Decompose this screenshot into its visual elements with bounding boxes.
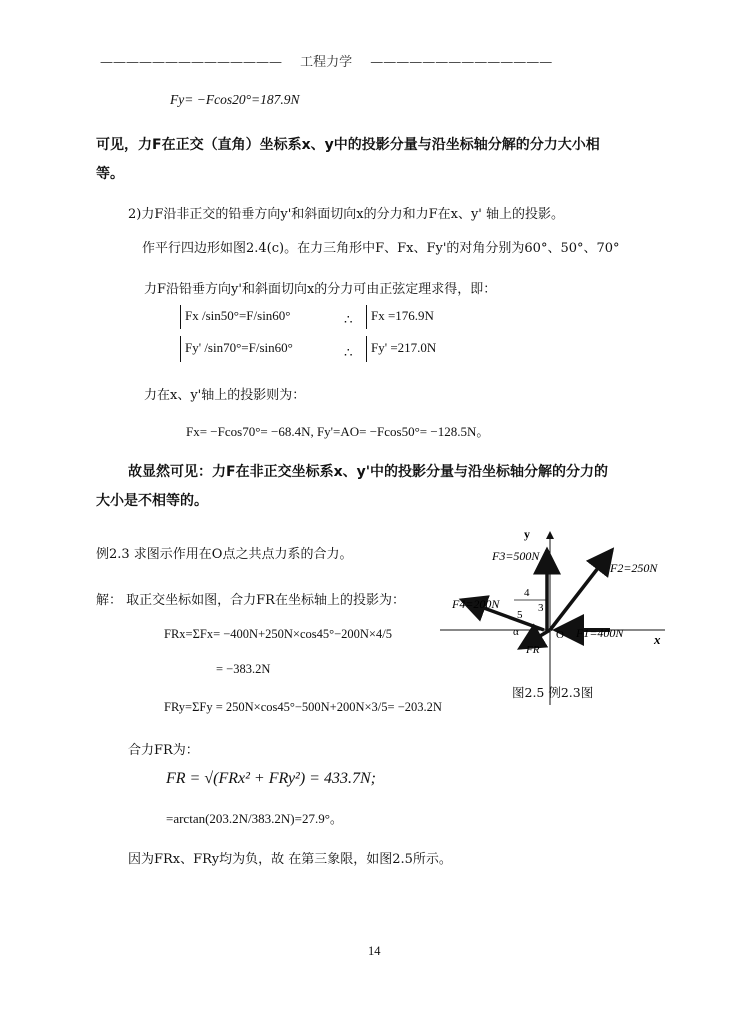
page-header — [100, 51, 552, 70]
line-conclusion-1: 可见，力F在正交（直角）坐标系x、y中的投影分量与沿坐标轴分解的分力大小相 — [96, 137, 600, 153]
figure-force-system — [440, 520, 680, 710]
f4-label: F4=200N — [452, 597, 500, 611]
line-sine-law: 力F沿铅垂方向y'和斜面切向x的分力可由正弦定理求得，即： — [144, 282, 497, 297]
header-rule-right: —————————————— — [370, 55, 553, 70]
f1-label: F1=400N — [576, 626, 624, 640]
header-title: 工程力学 — [300, 55, 353, 70]
tri-4-label: 4 — [524, 587, 530, 599]
f3-label: F3=500N — [492, 549, 540, 563]
axis-x-label: x — [654, 632, 661, 647]
final-statement: 因为FRx、FRy均为负，故 在第三象限，如图2.5所示。 — [128, 852, 452, 867]
eq2-right: Fy' =217.0N — [371, 340, 437, 355]
line-projection: 力在x、y'轴上的投影则为： — [144, 388, 306, 403]
tri-3-label: 3 — [538, 602, 544, 614]
frx-formula: FRx=ΣFx= −400N+250N×cos45°−200N×4/5 — [164, 627, 392, 641]
alpha-label: α — [513, 626, 519, 638]
origin-label: O — [556, 629, 564, 641]
eq2-therefore: ∴ — [344, 345, 353, 360]
line-projection-values: Fx= −Fcos70°= −68.4N, Fy'=AO= −Fcos50°= −128.5N。 — [186, 424, 490, 439]
f2-label: F2=250N — [610, 561, 658, 575]
line-conclusion-1b: 等。 — [96, 166, 124, 182]
resultant-magnitude: FR = √(FRx² + FRy²) = 433.7N; — [166, 770, 376, 787]
fr-label: FR — [526, 644, 540, 656]
resultant-label: 合力FR为： — [128, 743, 199, 758]
fry-formula: FRy=ΣFy = 250N×cos45°−500N+200N×3/5= −203.2N — [164, 700, 442, 714]
frx-result: = −383.2N — [216, 662, 271, 676]
axis-y-label: y — [524, 527, 530, 541]
page-number: 14 — [368, 944, 381, 958]
eq1-left: Fx /sin50°=F/sin60° — [185, 308, 291, 323]
eq1-therefore: ∴ — [344, 312, 353, 327]
header-rule-left: —————————————— — [100, 55, 282, 70]
eq2-left: Fy' /sin70°=F/sin60° — [185, 340, 293, 355]
line-part2: 2)力F沿非正交的铅垂方向y'和斜面切向x的分力和力F在x、y' 轴上的投影。 — [128, 207, 565, 222]
resultant-angle: =arctan(203.2N/383.2N)=27.9°。 — [166, 811, 343, 826]
figure-caption: 图2.5 例2.3图 — [512, 685, 594, 700]
line-conclusion-2: 故显然可见：力F在非正交坐标系x、y'中的投影分量与沿坐标轴分解的分力的 — [128, 464, 609, 480]
eq1-right: Fx =176.9N — [371, 308, 434, 323]
example-title: 例2.3 求图示作用在O点之共点力系的合力。 — [96, 547, 353, 562]
line-parallelogram: 作平行四边形如图2.4(c)。在力三角形中F、Fx、Fy'的对角分别为60°、50°、70° — [142, 241, 620, 256]
tri-5-label: 5 — [517, 609, 523, 621]
line-conclusion-2b: 大小是不相等的。 — [96, 493, 208, 509]
force-f2 — [550, 550, 612, 630]
solution-intro: 解： 取正交坐标如图，合力FR在坐标轴上的投影为： — [96, 593, 405, 608]
line-fy: Fy= −Fcos20°=187.9N — [170, 92, 300, 107]
